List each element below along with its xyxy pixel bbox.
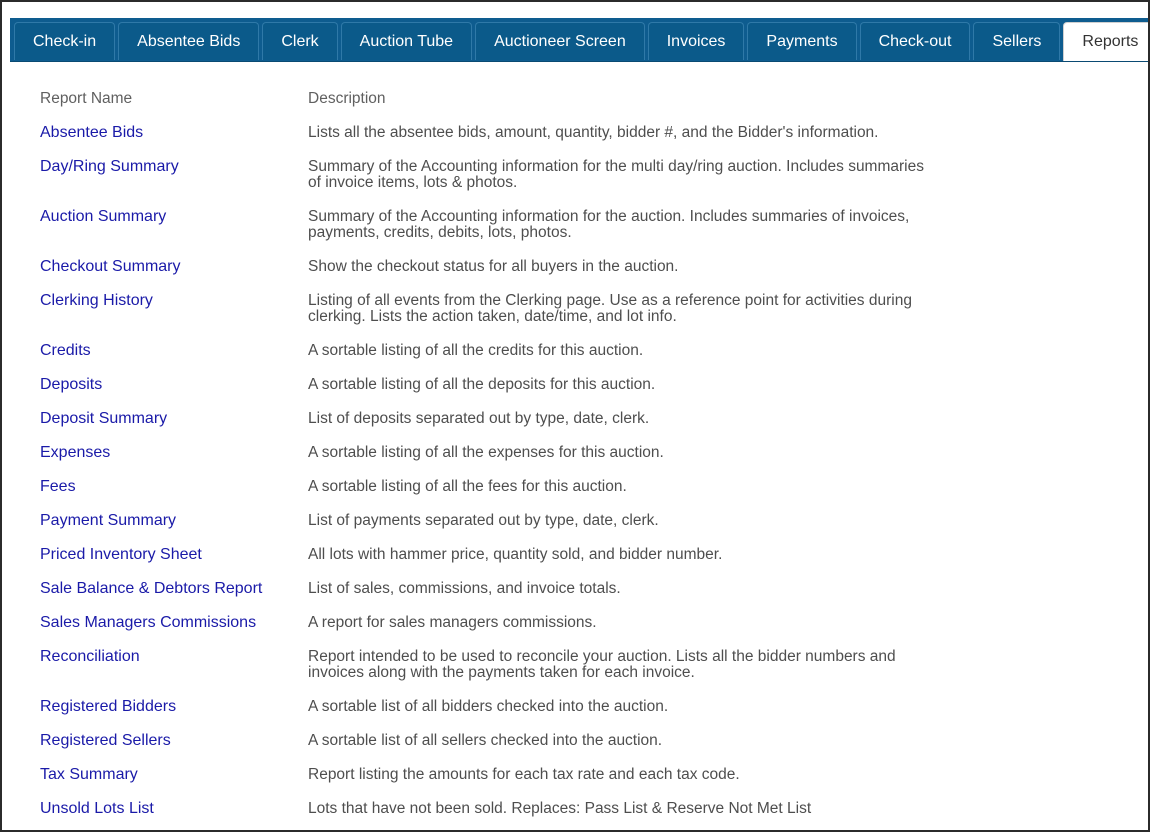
tab-reports[interactable]: Reports <box>1063 22 1150 61</box>
column-header-report-name: Report Name <box>40 90 133 107</box>
report-description: Lots that have not been sold. Replaces: Pass List & Reserve Not Met List <box>308 800 812 817</box>
table-row <box>40 408 940 442</box>
report-link-fees[interactable]: Fees <box>40 478 76 495</box>
report-link-priced-inventory-sheet[interactable]: Priced Inventory Sheet <box>40 546 202 563</box>
report-description: Lists all the absentee bids, amount, quantity, bidder #, and the Bidder's information. <box>308 124 879 141</box>
report-link-registered-sellers[interactable]: Registered Sellers <box>40 732 171 749</box>
tab-clerk[interactable]: Clerk <box>262 22 337 60</box>
report-description: Report listing the amounts for each tax rate and each tax code. <box>308 766 740 783</box>
table-row <box>40 206 940 256</box>
report-description: List of payments separated out by type, date, clerk. <box>308 512 659 529</box>
tab-auction-tube[interactable]: Auction Tube <box>341 22 472 60</box>
report-link-deposits[interactable]: Deposits <box>40 376 103 393</box>
table-row <box>40 340 940 374</box>
report-description: List of sales, commissions, and invoice totals. <box>308 580 621 597</box>
tab-bar <box>10 18 1150 62</box>
table-row <box>40 646 940 696</box>
tab-sellers[interactable]: Sellers <box>973 22 1060 60</box>
report-link-checkout-summary[interactable]: Checkout Summary <box>40 258 181 275</box>
report-description: Summary of the Accounting information for the multi day/ring auction. Includes summaries of invoice items, lots & photos. <box>308 158 924 191</box>
report-description: A sortable list of all sellers checked into the auction. <box>308 732 663 749</box>
report-description: A sortable listing of all the credits for this auction. <box>308 342 644 359</box>
table-row <box>40 544 940 578</box>
table-row <box>40 290 940 340</box>
report-description: List of deposits separated out by type, date, clerk. <box>308 410 650 427</box>
report-link-reconciliation[interactable]: Reconciliation <box>40 648 140 665</box>
report-description: A report for sales managers commissions. <box>308 614 597 631</box>
tab-check-in[interactable]: Check-in <box>14 22 115 60</box>
report-description: Report intended to be used to reconcile your auction. Lists all the bidder numbers and invoices along with the payments taken for each invoice. <box>308 648 896 681</box>
report-link-deposit-summary[interactable]: Deposit Summary <box>40 410 168 427</box>
report-link-sales-managers-commissions[interactable]: Sales Managers Commissions <box>40 614 257 631</box>
table-row <box>40 798 940 832</box>
report-description: Summary of the Accounting information for the auction. Includes summaries of invoices, payments, credits, debits, lots, photos. <box>308 208 910 241</box>
table-header <box>40 88 940 122</box>
tab-check-out[interactable]: Check-out <box>860 22 971 60</box>
report-description: A sortable listing of all the fees for this auction. <box>308 478 627 495</box>
report-link-payment-summary[interactable]: Payment Summary <box>40 512 177 529</box>
report-link-registered-bidders[interactable]: Registered Bidders <box>40 698 177 715</box>
tab-absentee-bids[interactable]: Absentee Bids <box>118 22 259 60</box>
table-row <box>40 612 940 646</box>
table-row <box>40 578 940 612</box>
report-description: A sortable listing of all the expenses for this auction. <box>308 444 664 461</box>
report-description: Show the checkout status for all buyers in the auction. <box>308 258 679 275</box>
report-link-absentee-bids[interactable]: Absentee Bids <box>40 124 144 141</box>
report-link-sale-balance-debtors[interactable]: Sale Balance & Debtors Report <box>40 580 263 597</box>
tab-auctioneer-screen[interactable]: Auctioneer Screen <box>475 22 645 60</box>
table-row <box>40 374 940 408</box>
tab-invoices[interactable]: Invoices <box>648 22 745 60</box>
report-description: Listing of all events from the Clerking page. Use as a reference point for activities during clerking. Lists the action taken, date/time, and lot info. <box>308 292 912 325</box>
table-row <box>40 476 940 510</box>
tab-payments[interactable]: Payments <box>747 22 856 60</box>
table-row <box>40 442 940 476</box>
report-link-credits[interactable]: Credits <box>40 342 91 359</box>
table-row <box>40 696 940 730</box>
report-link-tax-summary[interactable]: Tax Summary <box>40 766 138 783</box>
table-row <box>40 122 940 156</box>
tab-list <box>14 22 1150 61</box>
report-link-unsold-lots-list[interactable]: Unsold Lots List <box>40 800 154 817</box>
table-row <box>40 730 940 764</box>
report-link-day-ring-summary[interactable]: Day/Ring Summary <box>40 158 179 175</box>
report-link-clerking-history[interactable]: Clerking History <box>40 292 153 309</box>
table-row <box>40 510 940 544</box>
report-link-expenses[interactable]: Expenses <box>40 444 111 461</box>
table-row <box>40 156 940 206</box>
reports-table <box>40 88 940 832</box>
table-row <box>40 256 940 290</box>
report-description: A sortable list of all bidders checked into the auction. <box>308 698 669 715</box>
report-link-auction-summary[interactable]: Auction Summary <box>40 208 167 225</box>
table-row <box>40 764 940 798</box>
report-description: A sortable listing of all the deposits for this auction. <box>308 376 656 393</box>
report-description: All lots with hammer price, quantity sold, and bidder number. <box>308 546 723 563</box>
column-header-description: Description <box>308 90 386 107</box>
